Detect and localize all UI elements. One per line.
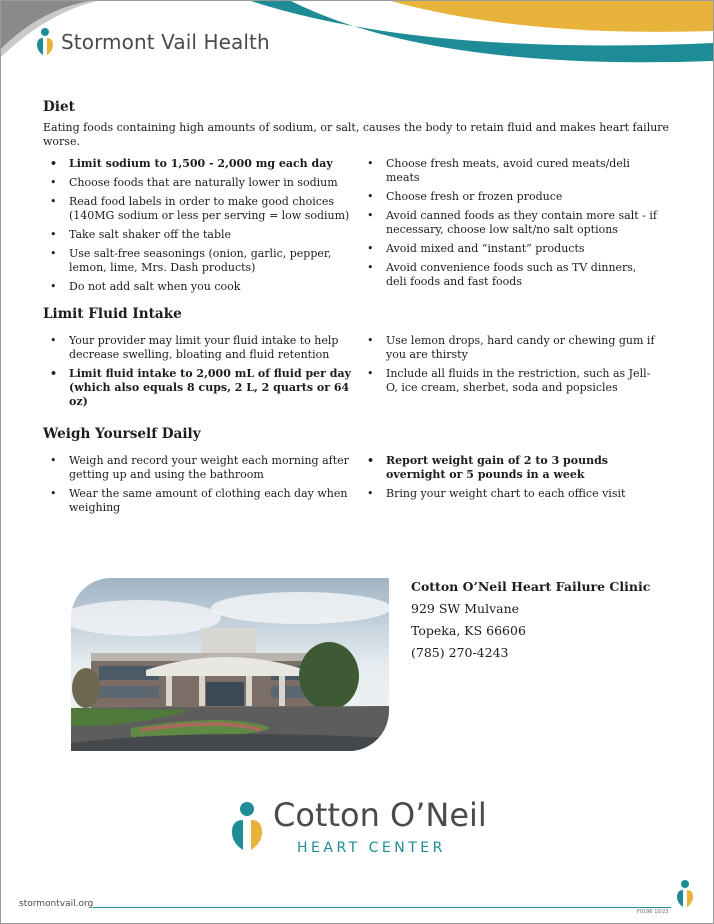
bullet-item: • Read food labels in order to make good choices (140MG sodium or less per serving = low sodium) bbox=[43, 195, 360, 223]
weigh-heading: Weigh Yourself Daily bbox=[43, 426, 201, 442]
footer-logo-mark-icon bbox=[675, 879, 695, 909]
clinic-phone: (785) 270-4243 bbox=[411, 645, 509, 660]
bullet-item: • Do not add salt when you cook bbox=[43, 280, 360, 294]
bullet-item: • Weigh and record your weight each morning after getting up and using the bathroom bbox=[43, 454, 360, 482]
fluid-list-left bbox=[43, 334, 360, 414]
stormont-vail-logo bbox=[35, 27, 270, 57]
header-gold-band bbox=[391, 1, 713, 32]
footer-divider bbox=[93, 907, 671, 908]
clinic-building-photo bbox=[71, 578, 389, 751]
weigh-list-right bbox=[360, 454, 660, 520]
clinic-contact-block bbox=[411, 576, 650, 664]
bullet-item: • Avoid canned foods as they contain more salt - if necessary, choose low salt/no salt options bbox=[360, 209, 660, 237]
clinic-name: Cotton O’Neil Heart Failure Clinic bbox=[411, 579, 651, 594]
bullet-item: • Take salt shaker off the table bbox=[43, 228, 360, 242]
diet-list-left bbox=[43, 157, 360, 299]
stormont-vail-logo-icon bbox=[35, 27, 55, 57]
bullet-item: • Use salt-free seasonings (onion, garlic, pepper, lemon, lime, Mrs. Dash products) bbox=[43, 247, 360, 275]
bullet-item: • Avoid mixed and “instant” products bbox=[360, 242, 660, 256]
cotton-oneil-logo bbox=[229, 796, 487, 856]
bullet-item: • Choose fresh meats, avoid cured meats/deli meats bbox=[360, 157, 660, 185]
fluid-section bbox=[43, 306, 683, 414]
diet-intro: Eating foods containing high amounts of sodium, or salt, causes the body to retain fluid and makes heart failure worse. bbox=[43, 121, 670, 148]
org-name: Stormont Vail Health bbox=[61, 30, 270, 54]
bullet-item: • Limit sodium to 1,500 - 2,000 mg each day bbox=[43, 157, 360, 171]
footer-brand-title: Cotton O’Neil bbox=[273, 796, 487, 834]
bullet-item: • Avoid convenience foods such as TV dinners, deli foods and fast foods bbox=[360, 261, 660, 289]
bullet-item: • Choose foods that are naturally lower in sodium bbox=[43, 176, 360, 190]
weigh-section bbox=[43, 426, 683, 520]
diet-list-right bbox=[360, 157, 660, 299]
footer-brand-subtitle: HEART CENTER bbox=[297, 840, 446, 856]
bullet-item: • Include all fluids in the restriction, such as Jell-O, ice cream, sherbet, soda and popsicles bbox=[360, 367, 660, 395]
diet-heading: Diet bbox=[43, 99, 75, 115]
clinic-address-line2: Topeka, KS 66606 bbox=[411, 623, 526, 638]
bullet-item: • Choose fresh or frozen produce bbox=[360, 190, 660, 204]
clinic-address-line1: 929 SW Mulvane bbox=[411, 601, 520, 616]
footer-website[interactable]: stormontvail.org bbox=[19, 899, 94, 909]
bullet-item: • Limit fluid intake to 2,000 mL of fluid per day (which also equals 8 cups, 2 L, 2 quarts or 64 oz) bbox=[43, 367, 360, 409]
cotton-oneil-logo-icon bbox=[229, 800, 265, 852]
bullet-item: • Use lemon drops, hard candy or chewing gum if you are thirsty bbox=[360, 334, 660, 362]
fluid-heading: Limit Fluid Intake bbox=[43, 306, 182, 322]
weigh-list-left bbox=[43, 454, 360, 520]
bullet-item: • Wear the same amount of clothing each day when weighing bbox=[43, 487, 360, 515]
bullet-item: • Bring your weight chart to each office visit bbox=[360, 487, 660, 501]
bullet-item: • Report weight gain of 2 to 3 pounds overnight or 5 pounds in a week bbox=[360, 454, 660, 482]
fluid-list-right bbox=[360, 334, 660, 414]
form-code: F0196 10/23 bbox=[637, 909, 669, 915]
diet-section bbox=[43, 99, 683, 299]
bullet-item: • Your provider may limit your fluid intake to help decrease swelling, bloating and fluid retention bbox=[43, 334, 360, 362]
